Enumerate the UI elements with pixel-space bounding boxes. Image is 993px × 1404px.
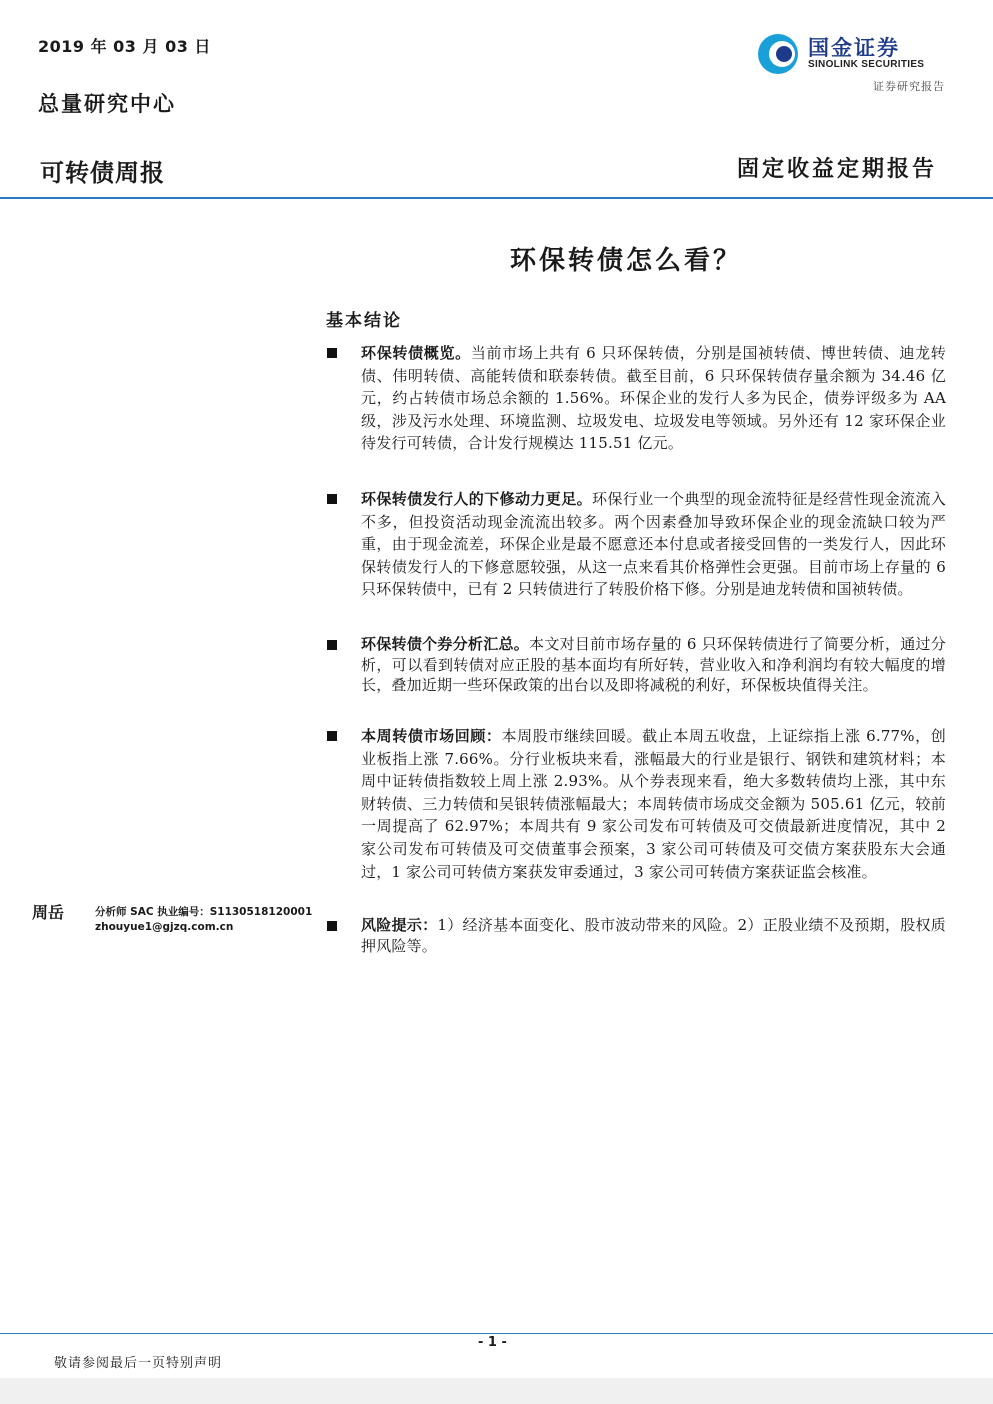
page-number: - 1 - xyxy=(478,1335,507,1350)
footer-disclaimer: 敬请参阅最后一页特别声明 xyxy=(54,1356,223,1371)
bullet-body: 1）经济基本面变化、股市波动带来的风险。2）正股业绩不及预期，股权质押风险等。 xyxy=(361,916,946,955)
sinolink-logo xyxy=(756,30,946,78)
header-divider xyxy=(0,197,993,199)
report-type-label: 固定收益定期报告 xyxy=(736,156,937,182)
bullet-body: 环保行业一个典型的现金流特征是经营性现金流流入不多，但投资活动现金流流出较多。两个因素叠加导致环保企业的现金流缺口较为严重，由于现金流差，环保企业是最不愿意还本付息或者接受回售的一类发行人，因此环保转债发行人的下修意愿较强，从这一点来看其价格弹性会更强。目前市场上存量的 6 只环保转债中，已有 2 只转债进行了转股价格下修。分别是迪龙转债和国祯转债。 xyxy=(361,490,946,599)
analyst-sac-id: 分析师 SAC 执业编号：S1130518120001 xyxy=(95,906,313,918)
bullet-square-icon xyxy=(327,731,337,741)
bullet-square-icon xyxy=(327,921,337,931)
research-center-name: 总量研究中心 xyxy=(38,91,176,116)
bullet-square-icon xyxy=(327,494,337,504)
report-date: 2019 年 03 月 03 日 xyxy=(38,37,211,56)
bullet-body: 本文对目前市场存量的 6 只环保转债进行了简要分析，通过分析，可以看到转债对应正股的基本面均有所好转，营业收入和净利润均有较大幅度的增长，叠加近期一些环保政策的出台以及即将减税的利好，环保板块值得关注。 xyxy=(361,635,946,694)
footer-divider xyxy=(0,1333,993,1334)
bullet-heading: 环保转债个券分析汇总。 xyxy=(361,635,530,653)
analyst-email: zhouyue1@gjzq.com.cn xyxy=(95,921,234,933)
logo-chinese-name: 国金证券 xyxy=(808,36,900,60)
bullet-body: 本周股市继续回暖。截止本周五收盘，上证综指上涨 6.77%，创业板指上涨 7.66%。分行业板块来看，涨幅最大的行业是银行、钢铁和建筑材料；本周中证转债指数较上周上涨 2.93%。从个券表现来看，绝大多数转债均上涨，其中东财转债、三力转债和吴银转债涨幅最大；本周转债市场成交金额为 505.61 亿元，较前一周提高了 62.97%；本周共有 9 家公司发布可转债及可交债最新进度情况，其中 2 家公司发布可转债及可交债董事会预案，3 家公司可转债及可交债方案获股东大会通过，1 家公司可转债方案获发审委通过，3 家公司可转债方案获证监会核准。 xyxy=(361,727,946,881)
bullet-heading: 环保转债发行人的下修动力更足。 xyxy=(361,490,592,508)
report-category-label: 证券研究报告 xyxy=(873,80,945,93)
bullet-heading: 风险提示： xyxy=(361,916,438,934)
analyst-contact xyxy=(95,905,312,935)
footer-band xyxy=(0,1378,993,1404)
bullet-heading: 环保转债概览。 xyxy=(361,344,471,362)
logo-english-name: SINOLINK SECURITIES xyxy=(808,59,925,70)
section-heading: 基本结论 xyxy=(326,311,402,331)
bullet-body: 当前市场上共有 6 只环保转债，分别是国祯转债、博世转债、迪龙转债、伟明转债、高能转债和联泰转债。截至目前，6 只环保转债存量余额为 34.46 亿元，约占转债市场总余额的 1.56%。环保企业的发行人多为民企，债券评级多为 AA 级，涉及污水处理、环境监测、垃圾发电、垃圾发电等领域。另外还有 12 家环保企业待发行可转债，合计发行规模达 115.51 亿元。 xyxy=(361,344,946,453)
analyst-name: 周岳 xyxy=(32,903,65,922)
bullet-square-icon xyxy=(327,640,337,650)
bullet-square-icon xyxy=(327,348,337,358)
sinolink-logo-mark-icon xyxy=(756,32,800,76)
bullet-heading: 本周转债市场回顾： xyxy=(361,727,502,745)
page-title: 环保转债怎么看？ xyxy=(510,246,743,276)
report-series-title: 可转债周报 xyxy=(40,159,165,187)
